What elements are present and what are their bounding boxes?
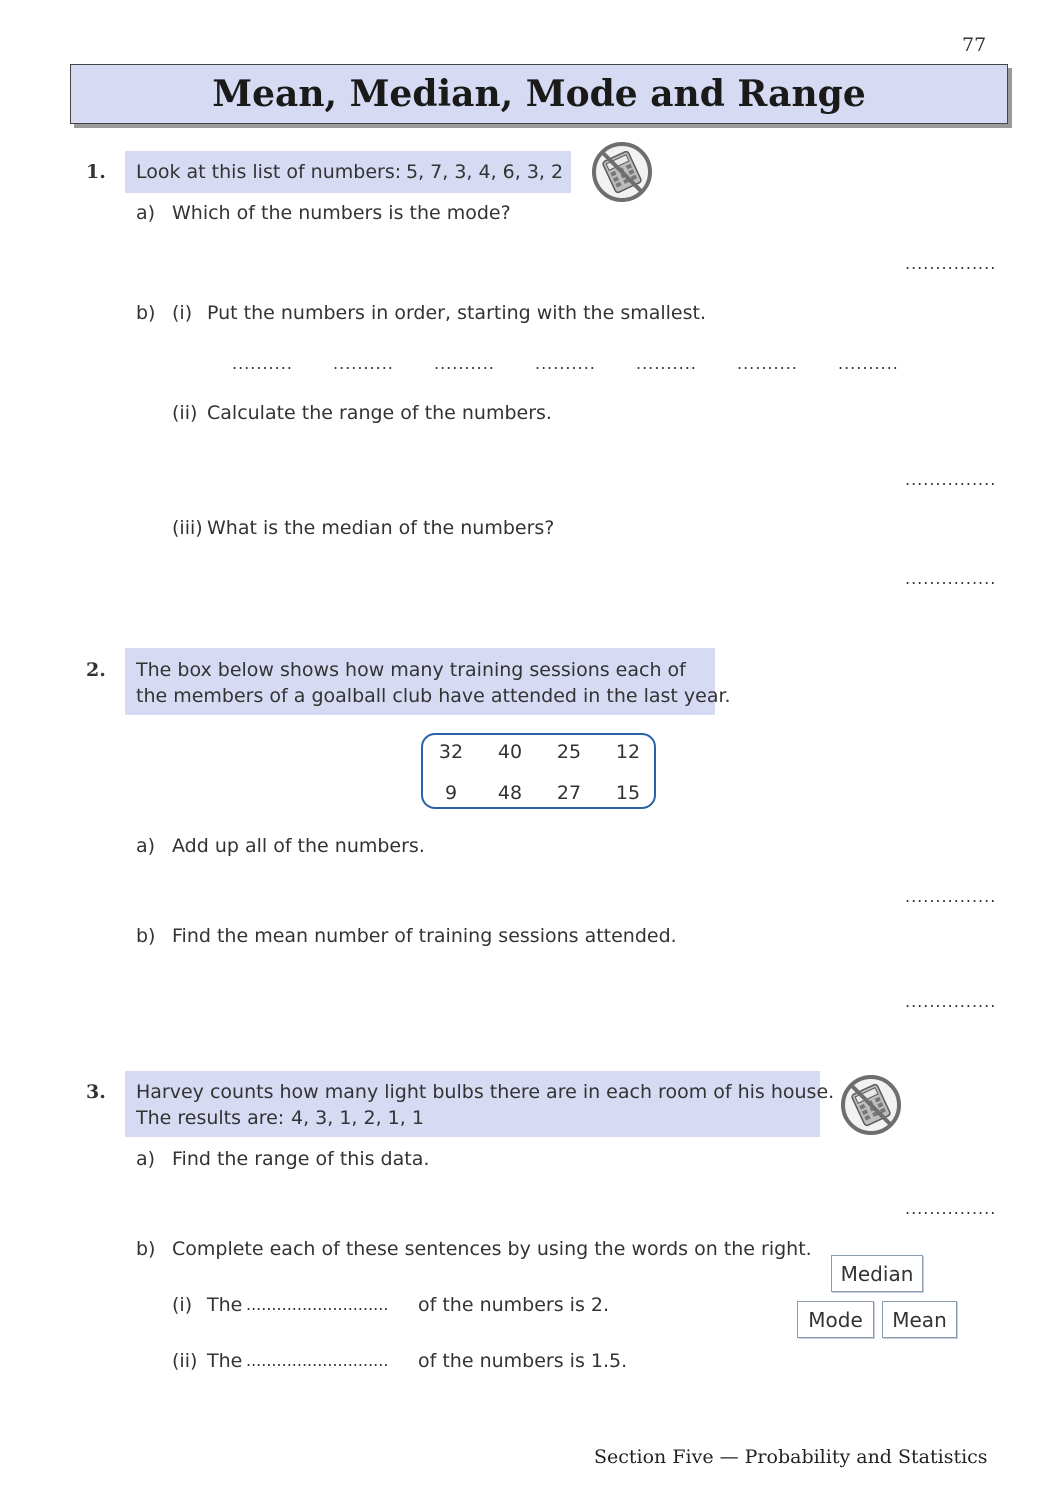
order-blank-1[interactable]: .......... [232, 354, 293, 373]
q1-b-iii-text: What is the median of the numbers? [207, 517, 555, 539]
q1-part-b-label: b) [136, 302, 156, 324]
box-value: 27 [556, 782, 582, 804]
training-sessions-box [421, 733, 656, 809]
q1-b-ii-text: Calculate the range of the numbers. [207, 402, 552, 424]
no-calculator-icon [840, 1074, 902, 1136]
order-blank-5[interactable]: .......... [636, 354, 697, 373]
q3-part-b-text: Complete each of these sentences by using the words on the right. [172, 1238, 812, 1260]
question-1-prompt: Look at this list of numbers: [136, 161, 402, 183]
q1-part-a-label: a) [136, 202, 156, 224]
page-title: Mean, Median, Mode and Range [212, 73, 866, 115]
order-blank-3[interactable]: .......... [434, 354, 495, 373]
q2-a-answer-line[interactable]: ............... [905, 887, 997, 906]
q3-b-ii-post: of the numbers is 1.5. [418, 1350, 628, 1372]
box-value: 48 [497, 782, 523, 804]
footer-section-title: Section Five — Probability and Statistics [594, 1446, 988, 1468]
q3-b-ii-label: (ii) [172, 1350, 198, 1372]
q2-part-b-label: b) [136, 925, 156, 947]
q1-b-i-label: (i) [172, 302, 193, 324]
q3-b-i-blank[interactable]: ............................ [246, 1295, 389, 1314]
question-3-number: 3. [86, 1081, 106, 1103]
box-value: 40 [497, 741, 523, 763]
box-value: 12 [615, 741, 641, 763]
q3-part-a-text: Find the range of this data. [172, 1148, 430, 1170]
q3-b-ii-pre: The [207, 1350, 243, 1372]
question-2-number: 2. [86, 659, 106, 681]
question-2-prompt-line-1: The box below shows how many training sessions each of [136, 659, 686, 681]
box-value: 32 [438, 741, 464, 763]
question-3-prompt-line-1: Harvey counts how many light bulbs there are in each room of his house. [136, 1081, 835, 1103]
word-choice-median[interactable]: Median [831, 1255, 923, 1292]
q3-part-a-label: a) [136, 1148, 156, 1170]
q2-part-a-label: a) [136, 835, 156, 857]
q1-b-i-text: Put the numbers in order, starting with the smallest. [207, 302, 707, 324]
order-blank-4[interactable]: .......... [535, 354, 596, 373]
q3-b-i-pre: The [207, 1294, 243, 1316]
q1-b-ii-label: (ii) [172, 402, 198, 424]
question-1-numbers: 5, 7, 3, 4, 6, 3, 2 [406, 161, 564, 183]
q3-b-i-post: of the numbers is 2. [418, 1294, 610, 1316]
q2-b-answer-line[interactable]: ............... [905, 992, 997, 1011]
q3-b-ii-blank[interactable]: ............................ [246, 1351, 389, 1370]
title-banner [70, 64, 1008, 124]
q2-part-a-text: Add up all of the numbers. [172, 835, 425, 857]
order-blank-2[interactable]: .......... [333, 354, 394, 373]
box-value: 15 [615, 782, 641, 804]
q1-a-answer-line[interactable]: ............... [905, 254, 997, 273]
word-choice-mode[interactable]: Mode [797, 1301, 874, 1338]
question-3-prompt-line-2-label: The results are: [136, 1107, 285, 1129]
q1-b-iii-answer-line[interactable]: ............... [905, 569, 997, 588]
q1-b-iii-label: (iii) [172, 517, 203, 539]
q1-part-a-text: Which of the numbers is the mode? [172, 202, 511, 224]
question-1-number: 1. [86, 161, 106, 183]
q2-part-b-text: Find the mean number of training sessions attended. [172, 925, 677, 947]
question-2-prompt-line-2: the members of a goalball club have attended in the last year. [136, 685, 731, 707]
question-3-prompt-line-2-values: 4, 3, 1, 2, 1, 1 [291, 1107, 424, 1129]
q1-b-ii-answer-line[interactable]: ............... [905, 470, 997, 489]
box-value: 9 [444, 782, 458, 804]
no-calculator-icon [591, 141, 653, 203]
q3-b-i-label: (i) [172, 1294, 193, 1316]
order-blank-6[interactable]: .......... [737, 354, 798, 373]
q3-part-b-label: b) [136, 1238, 156, 1260]
page-number: 77 [962, 34, 987, 56]
box-value: 25 [556, 741, 582, 763]
word-choice-mean[interactable]: Mean [882, 1301, 957, 1338]
order-blank-7[interactable]: .......... [838, 354, 899, 373]
q3-a-answer-line[interactable]: ............... [905, 1199, 997, 1218]
